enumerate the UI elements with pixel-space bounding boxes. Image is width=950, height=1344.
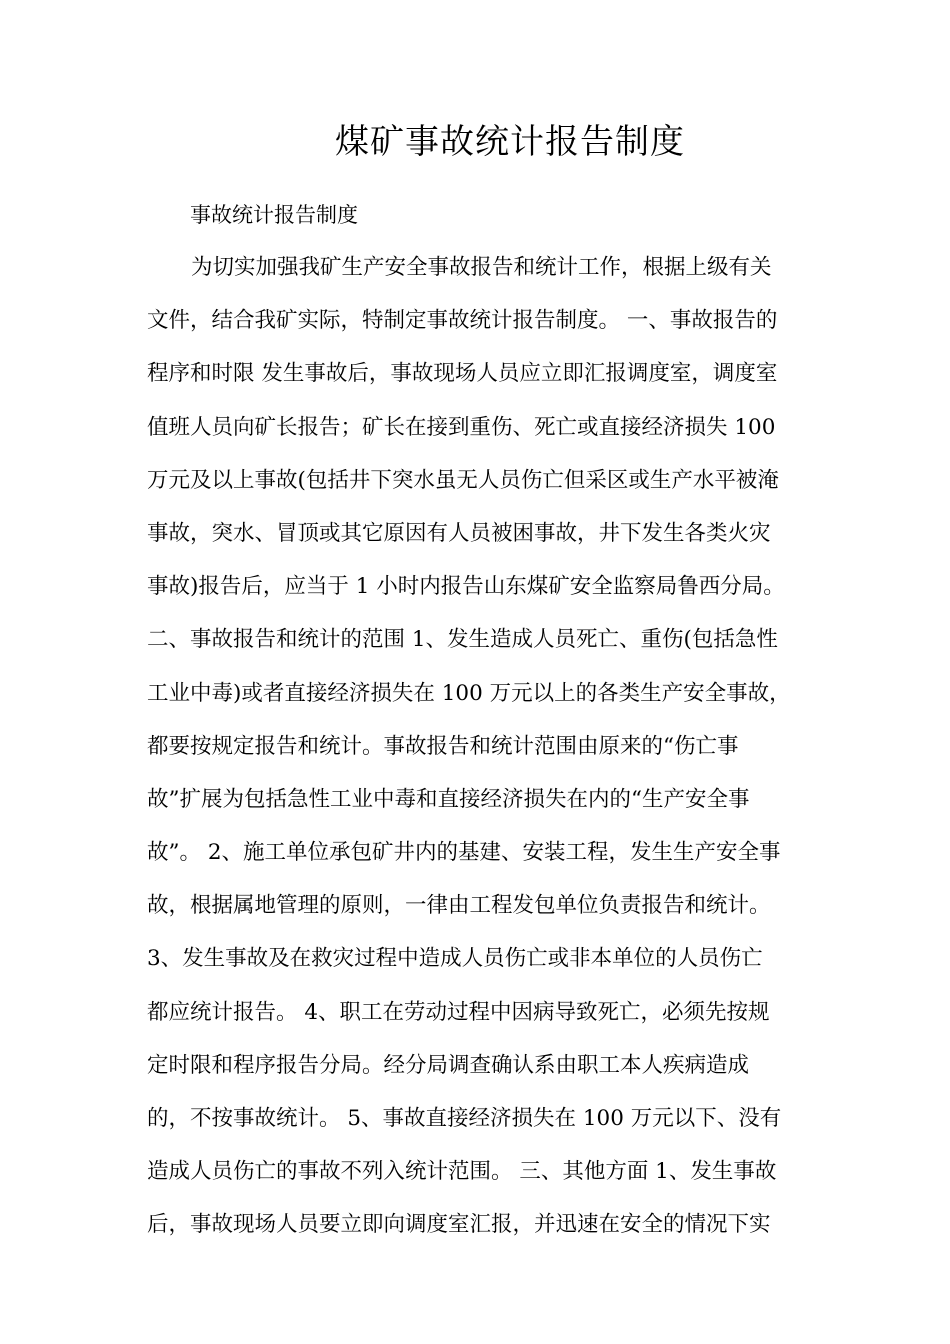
body-line: 故”。 2、施工单位承包矿井内的基建、安装工程，发生生产安全事 xyxy=(147,840,781,866)
body-line: 3、发生事故及在救灾过程中造成人员伤亡或非本单位的人员伤亡 xyxy=(147,946,763,972)
body-line: 程序和时限 发生事故后，事故现场人员应立即汇报调度室，调度室 xyxy=(147,361,778,387)
body-line: 故”扩展为包括急性工业中毒和直接经济损失在内的“生产安全事 xyxy=(147,786,750,812)
body-line: 工业中毒)或者直接经济损失在 100 万元以上的各类生产安全事故， xyxy=(147,680,791,706)
document-body xyxy=(147,250,807,1261)
body-line: 为切实加强我矿生产安全事故报告和统计工作，根据上级有关 xyxy=(191,255,772,280)
document-subtitle: 事故统计报告制度 xyxy=(190,203,358,227)
body-line: 后，事故现场人员要立即向调度室汇报，并迅速在安全的情况下实 xyxy=(147,1212,771,1238)
body-line: 都要按规定报告和统计。事故报告和统计范围由原来的“伤亡事 xyxy=(147,733,739,759)
body-line: 的，不按事故统计。 5、事故直接经济损失在 100 万元以下、没有 xyxy=(147,1106,782,1131)
body-line: 值班人员向矿长报告；矿长在接到重伤、死亡或直接经济损失 100 xyxy=(147,414,776,440)
body-line: 事故，突水、冒顶或其它原因有人员被困事故，井下发生各类火灾 xyxy=(147,520,771,546)
body-line: 定时限和程序报告分局。经分局调查确认系由职工本人疾病造成 xyxy=(147,1052,750,1078)
body-line: 故，根据属地管理的原则，一律由工程发包单位负责报告和统计。 xyxy=(147,893,771,919)
body-line: 造成人员伤亡的事故不列入统计范围。 三、其他方面 1、发生事故 xyxy=(147,1159,777,1185)
body-line: 文件，结合我矿实际，特制定事故统计报告制度。 一、事故报告的 xyxy=(147,308,778,334)
document-title: 煤矿事故统计报告制度 xyxy=(335,122,685,162)
body-line: 都应统计报告。 4、职工在劳动过程中因病导致死亡，必须先按规 xyxy=(147,999,770,1025)
body-line: 万元及以上事故(包括井下突水虽无人员伤亡但采区或生产水平被淹 xyxy=(147,467,779,493)
body-line: 事故)报告后，应当于 1 小时内报告山东煤矿安全监察局鲁西分局。 xyxy=(147,574,785,600)
body-line: 二、事故报告和统计的范围 1、发生造成人员死亡、重伤(包括急性 xyxy=(147,627,778,653)
